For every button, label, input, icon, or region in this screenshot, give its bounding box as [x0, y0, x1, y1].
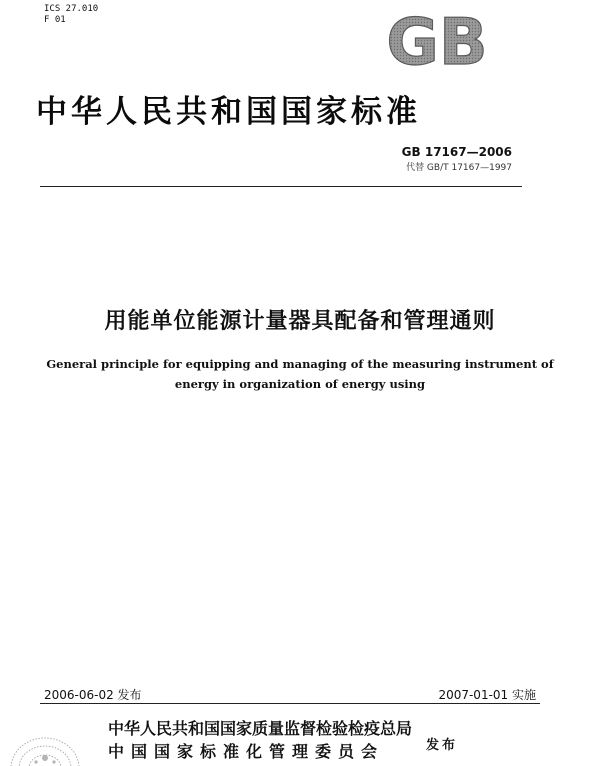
publish-label: 发布	[426, 738, 459, 753]
top-divider	[40, 186, 522, 187]
title-en-line2: energy in organization of energy using	[174, 377, 426, 391]
implementation-date: 2007-01-01 实施	[438, 688, 536, 702]
category-code: F 01	[44, 15, 66, 25]
seal-emblem-icon	[6, 724, 84, 766]
title-en-line1: General principle for equipping and managing of the measuring instrument of	[46, 357, 554, 371]
issue-date: 2006-06-02 发布	[44, 688, 142, 702]
ics-code: ICS 27.010	[44, 4, 99, 14]
standard-number: GB 17167—2006	[401, 145, 512, 159]
gb-logo	[378, 12, 496, 70]
bottom-divider	[40, 703, 540, 704]
document-title-en	[30, 354, 570, 394]
issuer-aqsiq: 中华人民共和国国家质量监督检验检疫总局	[108, 719, 413, 738]
standard-type-heading: 中华人民共和国国家标准	[36, 94, 421, 130]
gb-logo-text: GB	[386, 12, 488, 70]
ics-code-block	[44, 4, 98, 26]
document-title-zh: 用能单位能源计量器具配备和管理通则	[104, 309, 496, 334]
replaces-standard: 代替 GB/T 17167—1997	[406, 163, 512, 173]
issuer-sac: 中国国家标准化管理委员会	[108, 742, 385, 761]
